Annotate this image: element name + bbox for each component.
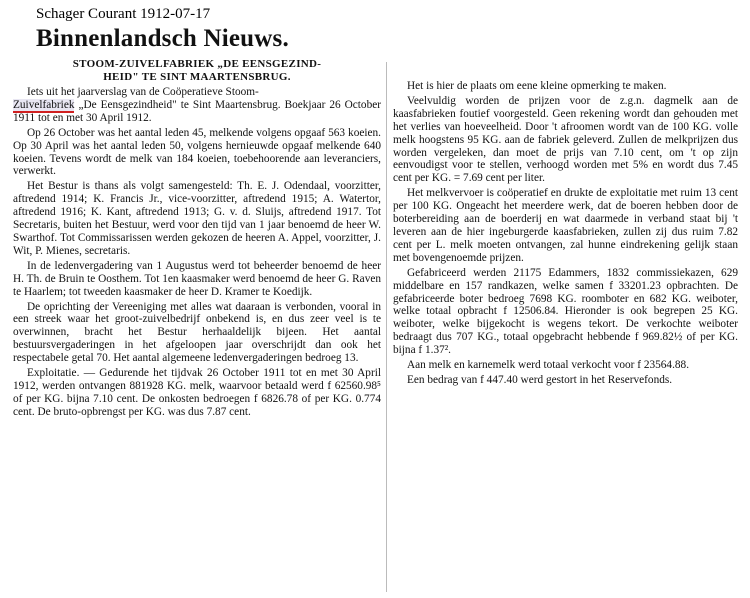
article-column-left [13, 58, 381, 421]
intro-paragraph [13, 86, 381, 125]
paragraph-transport: Het melkvervoer is coöperatief en drukte de exploitatie met ruim 13 cent per 100 KG. Ongeacht het meerdere werk, dat de boeren hebben door de boterbereiding aan de boerderij en wat daarmede in verband staat bij 't leveren aan de hier ingeburgerde kaasfabrieken, zullen zij dus ruim 7.82 cent per L. melk moeten ontvangen, zal hunne eindrekening gelijk staan met bovengenoemde prijzen. [393, 187, 738, 264]
paragraph-appointments: In de ledenvergadering van 1 Augustus werd tot beheerder benoemd de heer H. Th. de Bruin te Oosthem. Tot 1en kaasmaker werd benoemd de heer G. Raven te Haarlem; tot tweeden kaasmaker de heer D. Kramer te Koedijk. [13, 259, 381, 298]
article-column-right [393, 80, 738, 389]
intro-text-before: Iets uit het jaarverslag van de Coöperatieve Stoom- [27, 86, 259, 98]
article-headline [13, 58, 381, 83]
newspaper-source-date: Schager Courant 1912-07-17 [36, 6, 211, 22]
section-title: Binnenlandsch Nieuws. [36, 25, 289, 52]
paragraph-production: Gefabriceerd werden 21175 Edammers, 1832 commissiekazen, 629 middelbare en 157 randkazen, welke samen f 33201.23 opbrachten. De gefabriceerde boter bedroeg 7698 KG. roomboter en 682 KG. weiboter, welke totaal opbracht f 12506.84. Hieronder is ook begrepen 25 KG. weiboter, welke bijgekocht is wegens tekort. De verkochte weiboter bedraagt dus 707 KG., totaal opgebracht hebbende f 969.82½ of per KG. bijna f 1.37². [393, 266, 738, 357]
paragraph-board: Het Bestur is thans als volgt samengesteld: Th. E. J. Odendaal, voorzitter, aftredend 1914; K. Francis Jr., vice-voorzitter, aftredend 1915; A. Watertor, aftredend 1916; K. Kant, aftredend 1913; G. v. d. Sluijs, aftredend 1917. Tot Secretaris, buiten het Bestuur, werd voor den tijd van 1 jaar benoemd de heer W. Swarthof. Tot Commissarissen werden gekozen de heeren A. Appel, voorzitter, J. Wit, P. Mienes, secretaris. [13, 180, 381, 257]
paragraph-members: Op 26 October was het aantal leden 45, melkende volgens opgaaf 563 koeien. Op 30 April was het aantal leden 50, volgens hernieuwde opgaaf melkende 640 koeien. Tevens wordt de melk van 184 koeien, toebehoorende aan leveranciers, verwerkt. [13, 126, 381, 178]
headline-line-2: HEID" TE SINT MAARTENSBRUG. [103, 70, 291, 83]
headline-line-1: STOOM-ZUIVELFABRIEK „DE EENSGEZIND- [72, 58, 322, 70]
paragraph-exploitation: Exploitatie. — Gedurende het tijdvak 26 October 1911 tot en met 30 April 1912, werden ontvangen 881928 KG. melk, waarvoor betaald werd f 62560.98⁵ of per KG. bijna 7.10 cent. De onkosten bedroegen f 6826.78 of per KG. 0.774 cent. De bruto-opbrengst per KG. was dus 7.87 cent. [13, 367, 381, 418]
paragraph-founding: De oprichting der Vereeniging met alles wat daaraan is verbonden, vooral in een streek waar het groot-zuivelbedrijf onbekend is, en dus zeer veel is te overwinnen, bracht het Bestur herhaaldelijk bijeen. Het aantal bestuursvergaderingen in het afgeloopen jaar overschrijdt dan ook het respectabele getal 70. Het aantal algemeene ledenvergaderingen bedroeg 13. [13, 300, 381, 365]
paragraph-sales: Aan melk en karnemelk werd totaal verkocht voor f 23564.88. [407, 359, 690, 372]
paragraph-milk-prices: Veelvuldig worden de prijzen voor de z.g.n. dagmelk aan de kaasfabrieken foutief voorgesteld. Geen rekening wordt dan gehouden met het verlies van hoeveelheid. Door 't afroomen wordt van de 100 KG. volle melk hoogstens 95 KG. aan de fabriek geleverd. Zullen de melkprijzen dus worden vergeleken, dan moet de prijs van 7.10 cent, om 't op zijn eenvoudigst voor te stellen, verhoogd worden met 5% en wordt dus 7.45 cent per KG. = 7.69 cent per liter. [393, 94, 738, 185]
column-divider [386, 62, 387, 592]
intro-text-after: „De Eensgezindheid" te Sint Maartensbrug. Boekjaar 26 October 1911 tot en met 30 April 1912. [13, 98, 381, 124]
highlighted-word: Zuivelfabriek [13, 98, 75, 111]
paragraph-remark: Het is hier de plaats om eene kleine opmerking te maken. [407, 80, 667, 92]
paragraph-reserve: Een bedrag van f 447.40 werd gestort in het Reservefonds. [407, 373, 673, 386]
